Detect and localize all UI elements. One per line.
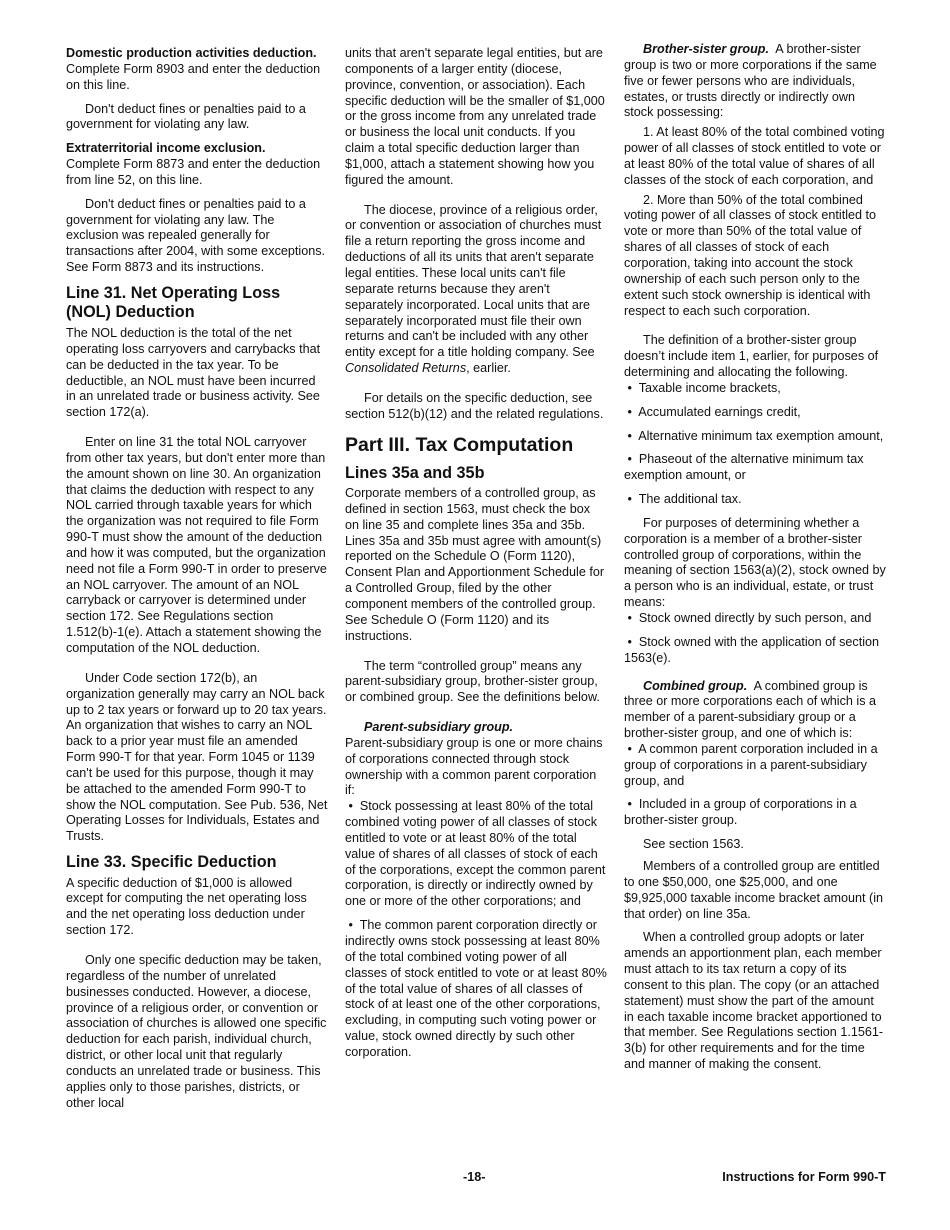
dpad-note: Don't deduct fines or penalties paid to a government for violating any law. (66, 101, 306, 132)
part3-heading: Part III. Tax Computation (345, 433, 574, 456)
brother-sister-purposes: For purposes of determining whether a corporation is a member of a brother-sister controlled group of corporations, within the meaning of section 1563(a)(2), stock owned by a person who is an individual, estate, or trust means: (624, 515, 886, 610)
line31-paragraph-2: Enter on line 31 the total NOL carryover from other tax years, but don't enter more than the amount shown on line 30. An organization that claims the deduction with respect to any NOL carried through taxable years for which the organization was not required to file Form 990-T must show the amount of the deduction and how it was computed, but the organization need not file a Form 990-T in order to preserve an NOL carryover. The amount of an NOL carryback or carryover is determined under section 172. See Regulations section 1.512(b)-1(e). Attach a statement showing the computation of the NOL deduction. (66, 435, 327, 655)
list-item: • Stock owned directly by such person, and (624, 611, 872, 625)
diocese-paragraph (345, 203, 607, 377)
column-2 (345, 46, 607, 1061)
page-footer (66, 1170, 886, 1188)
line31-paragraph-3: Under Code section 172(b), an organization generally may carry an NOL back up to 2 tax years or forward up to 20 tax years. An organization that wishes to carry an NOL back to a prior year must file an amended Form 990-T for that year. Form 1045 or 1139 can't be used for this purpose, though it may be attached to the amended Form 990-T to show the NOL computation. See Pub. 536, Net Operating Losses for Individuals, Estates and Trusts. (66, 670, 328, 844)
diocese-end: , earlier. (466, 361, 511, 376)
list-item: • Stock owned with the application of section 1563(e). (624, 634, 880, 665)
form-title: Instructions for Form 990-T (722, 1170, 886, 1184)
brother-sister-definition: The definition of a brother-sister group doesn’t include item 1, earlier, for purposes of determining and allocating the following. (624, 333, 879, 380)
combined-group-text: A combined group is three or more corporations each of which is a member of a parent-subsidiary group or a brother-sister group, and one of which is: (624, 678, 876, 741)
brother-sister-heading: Brother-sister group. (643, 42, 769, 56)
line33-paragraph-2: Only one specific deduction may be taken, regardless of the number of unrelated businesses conducted. However, a diocese, province of a religious order, or convention or association of churches is allowed one specific deduction for each parish, individual church, district, or other local unit that regularly conducts an unrelated trade or business. This applies only to those parishes, districts, or other local (66, 953, 327, 1110)
brother-sister-paragraph (624, 42, 886, 121)
line31-heading: Line 31. Net Operating Loss (NOL) Deduction (66, 283, 281, 322)
members-paragraph: Members of a controlled group are entitled to one $50,000, one $25,000, and one $9,925,000 taxable income bracket amount (in that order) on line 35a. (624, 858, 884, 921)
column-1 (66, 46, 328, 1119)
list-item: • Alternative minimum tax exemption amount, (624, 428, 884, 443)
eti-note: Don't deduct fines or penalties paid to a government for violating any law. The exclusion was repealed generally for transactions after 2004, with some exceptions. See Form 8873 and its instructions. (66, 196, 326, 275)
brother-sister-item-2: 2. More than 50% of the total combined voting power of all classes of stock entitled to vote or more than 50% of the total value of shares of all classes of stock of each corporation, taking into account the stock ownership of each such person only to the extent such stock ownership is identical with respect to each such corporation. (624, 192, 877, 318)
list-item: • The common parent corporation directly or indirectly owns stock possessing at least 80% of the total combined voting power of all classes of stock entitled to vote or at least 80% of the total value of shares of all classes of stock of at least one of the other corporations, excluding, in computing such voting power or value, stock owned directly by such other corporation. (345, 918, 607, 1059)
brother-sister-text: A brother-sister group is two or more corporations if the same five or fewer persons who are individuals, estates, or trusts directly or indirectly own stock possessing: (624, 42, 877, 120)
list-item: • A common parent corporation included in a group of corporations in a parent-subsidiary group, and (624, 741, 878, 788)
consolidated-returns-ref: Consolidated Returns (345, 361, 467, 376)
lines35-heading: Lines 35a and 35b (345, 463, 485, 482)
list-item: • Included in a group of corporations in a brother-sister group. (624, 797, 857, 828)
list-item: • Accumulated earnings credit, (624, 404, 801, 419)
dpad-text: Complete Form 8903 and enter the deduction on this line. (66, 61, 321, 92)
eti-paragraph (66, 141, 328, 189)
line31-paragraph-1: The NOL deduction is the total of the net operating loss carryovers and carrybacks that can be deducted in the tax year. To be deductible, an NOL must have been incurred in an unrelated trade or business activity. See section 172(a). (66, 325, 321, 420)
brother-sister-item-1: 1. At least 80% of the total combined voting power of all classes of stock entitled to vote or at least 80% of the total value of shares of all classes of the stock of each corporation, and (624, 125, 885, 187)
list-item: • Stock possessing at least 80% of the total combined voting power of all classes of stock entitled to vote or at least 80% of the total value of shares of all classes of stock of each of the corporations, except the common parent corporation, is directly or indirectly owned by one or more of the other corporations; and (345, 799, 606, 909)
details-paragraph: For details on the specific deduction, see section 512(b)(12) and the related regulations. (345, 390, 604, 421)
specific-deduction-continued: units that aren't separate legal entities, but are components of a larger entity (diocese, province, convention, or association). Each specific deduction will be the smaller of $1,000 or the gross income from any unrelated trade or business the local unit conducts. If you claim a total specific deduction larger than $1,000, attach a statement showing how you figured the amount. (345, 46, 605, 187)
list-item: • Phaseout of the alternative minimum tax exemption amount, or (624, 452, 864, 483)
dpad-heading: Domestic production activities deduction. (66, 46, 317, 60)
see-section-1563: See section 1563. (643, 837, 744, 852)
combined-group-heading: Combined group. (643, 678, 748, 693)
dpad-paragraph (66, 46, 328, 94)
apportionment-paragraph: When a controlled group adopts or later amends an apportionment plan, each member must attach to its tax return a copy of its consent to this plan. The copy (or an attached statement) must show the part of the amount in each taxable income bracket apportioned to that member. See Regulations section 1.1561-3(b) for other requirements and for the time and manner of making the consent. (624, 930, 884, 1072)
parent-subsidiary-paragraph (345, 720, 607, 799)
line33-paragraph-1: A specific deduction of $1,000 is allowed except for computing the net operating loss and the net operating loss deduction under section 172. (66, 875, 307, 938)
lines35-paragraph-1: Corporate members of a controlled group, as defined in section 1563, must check the box on line 35 and complete lines 35a and 35b. Lines 35a and 35b must agree with amount(s) reported on the Schedule O (Form 1120), Consent Plan and Apportionment Schedule for a Controlled Group, filed by the other component members of the controlled group. See Schedule O (Form 1120) and its instructions. (345, 486, 605, 643)
combined-group-paragraph (624, 679, 886, 742)
list-item: • Taxable income brackets, (624, 380, 781, 395)
eti-text: Complete Form 8873 and enter the deduction from line 52, on this line. (66, 157, 321, 187)
lines35-paragraph-2: The term “controlled group” means any parent-subsidiary group, brother-sister group, or combined group. See the definitions below. (345, 658, 600, 705)
eti-heading: Extraterritorial income exclusion. (66, 141, 266, 156)
column-3 (624, 42, 886, 1081)
line33-heading: Line 33. Specific Deduction (66, 853, 277, 872)
diocese-text: The diocese, province of a religious order, or convention or association of churches must file a return reporting the gross income and deductions of all its units that aren't separate legal entities. These local units can't file separate returns because they aren't separately incorporated. Local units that are separately incorporated must file their own returns and can't be included with any other entity except for a title holding company. See (345, 202, 602, 360)
parent-subsidiary-heading: Parent-subsidiary group. (364, 720, 514, 735)
list-item: • The additional tax. (624, 492, 742, 507)
page-number: -18- (463, 1170, 486, 1184)
parent-subsidiary-text: Parent-subsidiary group is one or more chains of corporations connected through stock ownership with a common parent corporation if: (345, 735, 603, 798)
